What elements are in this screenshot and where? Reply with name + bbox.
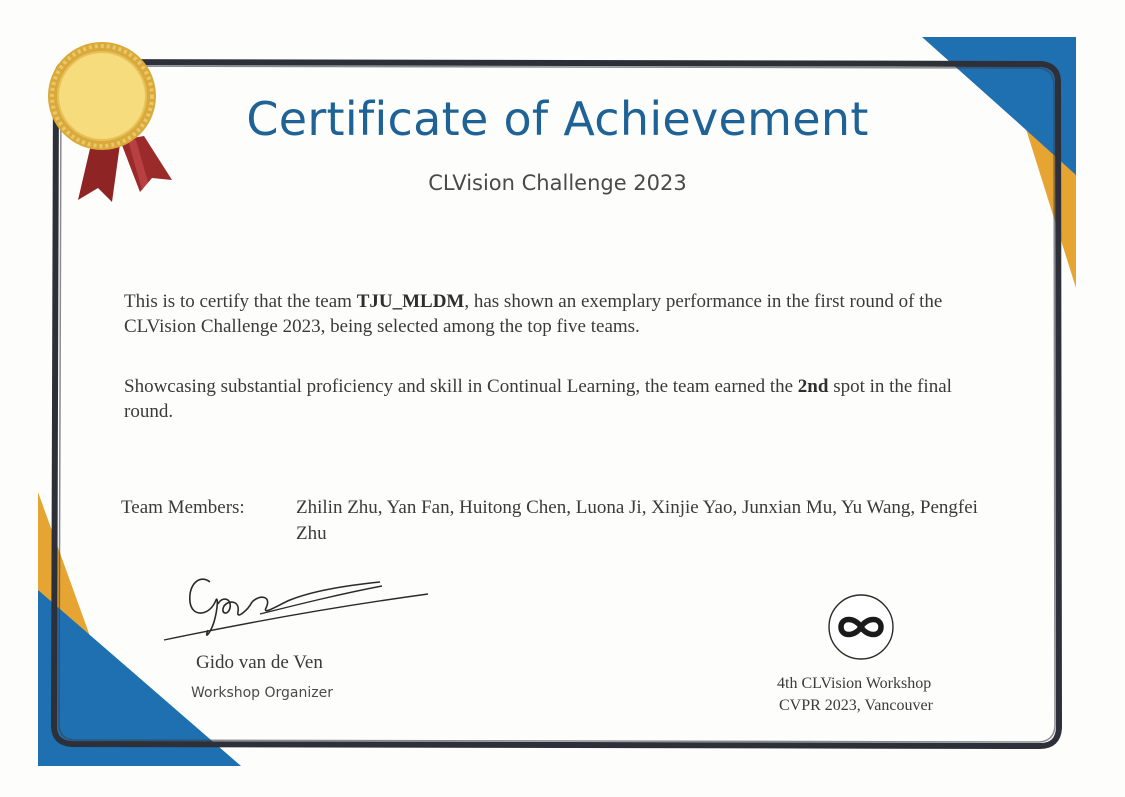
team-members-label: Team Members: — [121, 497, 245, 518]
certificate-subtitle: CLVision Challenge 2023 — [428, 171, 687, 195]
workshop-venue: CVPR 2023, Vancouver — [779, 697, 933, 714]
rank-value: 2nd — [797, 376, 829, 397]
workshop-name: 4th CLVision Workshop — [777, 675, 932, 692]
paragraph1-prefix: This is to certify that the team — [124, 291, 357, 312]
team-name: TJU_MLDM — [356, 291, 465, 312]
paragraph2-prefix: Showcasing substantial proficiency and skill in Continual Learning, the team earned the — [124, 376, 798, 397]
signature-icon — [160, 570, 435, 650]
signatory-name: Gido van de Ven — [196, 652, 323, 673]
achievement-paragraph — [124, 374, 1004, 424]
paragraph1-suffix: , has shown an exemplary performance in the first round of the CLVision Challenge 2023, being selected among the top five teams. — [124, 291, 943, 337]
infinity-icon — [827, 593, 895, 661]
certification-paragraph — [124, 289, 1004, 339]
paragraph2-suffix: spot in the final round. — [124, 376, 952, 422]
signatory-role: Workshop Organizer — [191, 685, 333, 701]
team-members-list: Zhilin Zhu, Yan Fan, Huitong Chen, Luona Ji, Xinjie Yao, Junxian Mu, Yu Wang, Pengfei Zhu — [296, 497, 978, 544]
certificate-title: Certificate of Achievement — [246, 92, 869, 146]
